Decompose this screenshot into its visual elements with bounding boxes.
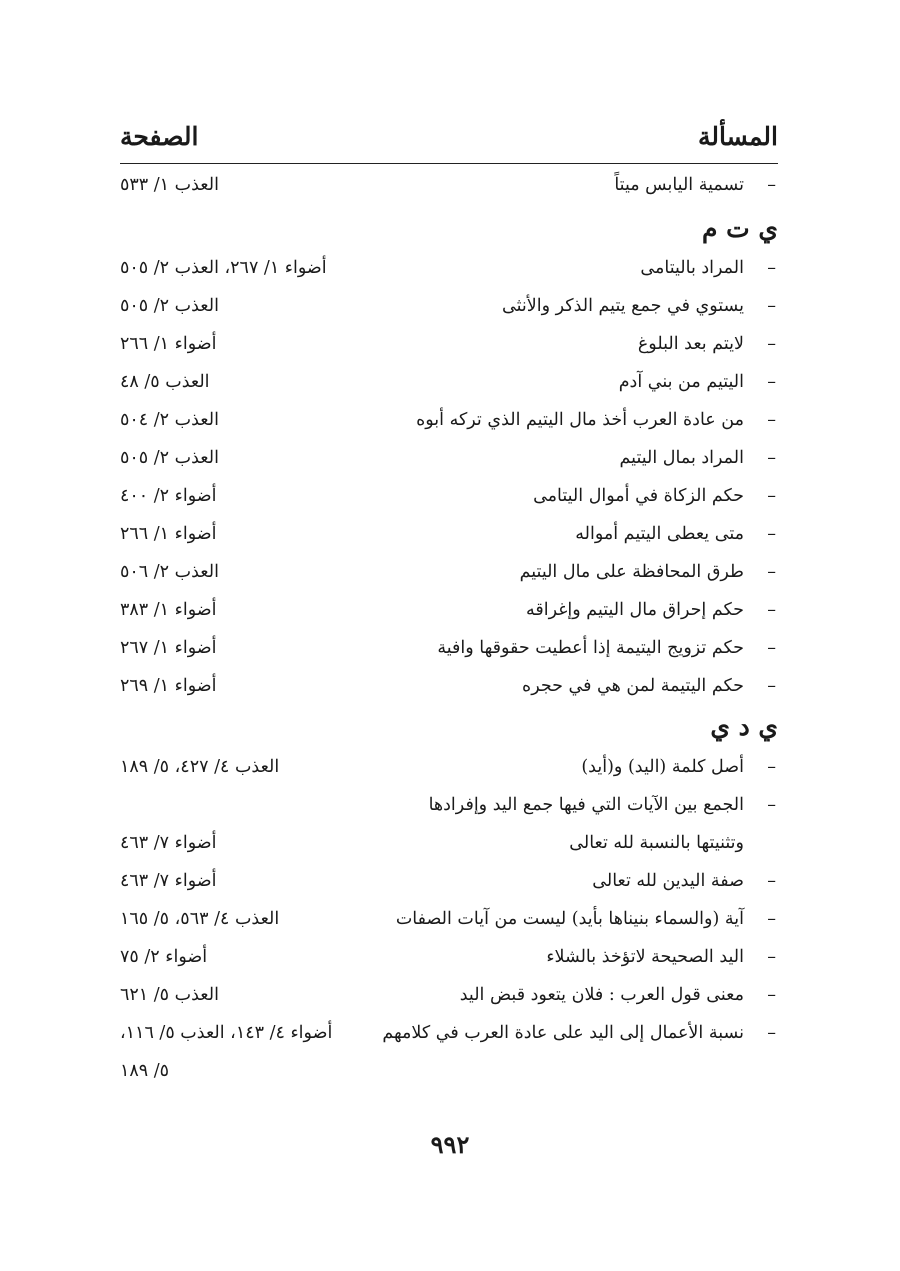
entry-dash: – — [767, 524, 776, 544]
entry-dash: – — [767, 372, 776, 392]
index-entry-continuation — [120, 1054, 778, 1088]
entry-text: يستوي في جمع يتيم الذكر والأنثى — [502, 296, 744, 316]
entry-text: حكم الزكاة في أموال اليتامى — [533, 486, 744, 506]
section-heading-ytm: ي ت م — [702, 214, 778, 243]
index-entry — [120, 978, 778, 1012]
entry-text: حكم تزويج اليتيمة إذا أعطيت حقوقها وافية — [437, 638, 744, 658]
index-entry — [120, 403, 778, 437]
entry-dash: – — [767, 871, 776, 891]
entry-reference: أضواء ١/ ٢٦٧، العذب ٢/ ٥٠٥ — [120, 258, 327, 278]
section-heading-ydy: ي د ي — [710, 712, 778, 741]
entry-text: من عادة العرب أخذ مال اليتيم الذي تركه أبوه — [416, 410, 744, 430]
entry-reference: العذب ٢/ ٥٠٦ — [120, 562, 219, 582]
entry-text: أصل كلمة (اليد) و(أيد) — [581, 757, 744, 777]
entry-reference: أضواء ٧/ ٤٦٣ — [120, 833, 217, 853]
header-rule — [120, 163, 778, 164]
entry-reference: العذب ٢/ ٥٠٥ — [120, 448, 219, 468]
index-entry — [120, 750, 778, 784]
index-entry — [120, 555, 778, 589]
index-entry — [120, 289, 778, 323]
entry-reference: أضواء ٢/ ٧٥ — [120, 947, 208, 967]
index-entry — [120, 251, 778, 285]
entry-reference: أضواء ٤/ ١٤٣، العذب ٥/ ١١٦، — [120, 1023, 333, 1043]
entry-reference: العذب ٤/ ٥٦٣، ٥/ ١٦٥ — [120, 909, 280, 929]
index-entry — [120, 902, 778, 936]
index-entry — [120, 593, 778, 627]
entry-dash: – — [767, 334, 776, 354]
index-entry — [120, 940, 778, 974]
index-entry — [120, 441, 778, 475]
index-entry — [120, 327, 778, 361]
entry-text: تسمية اليابس ميتاً — [614, 175, 744, 195]
entry-text: معنى قول العرب : فلان يتعود قبض اليد — [459, 985, 744, 1005]
table-header — [120, 122, 778, 162]
entry-dash: – — [767, 448, 776, 468]
entry-text: اليد الصحيحة لاتؤخذ بالشلاء — [546, 947, 744, 967]
entry-text: نسبة الأعمال إلى اليد على عادة العرب في كلامهم — [382, 1023, 744, 1043]
entry-dash: – — [767, 676, 776, 696]
index-entry — [120, 365, 778, 399]
question-column-heading: المسألة — [698, 122, 778, 151]
index-entry-continuation — [120, 826, 778, 860]
index-entry — [120, 864, 778, 898]
page-number: ٩٩٢ — [430, 1130, 470, 1159]
page-column-heading: الصفحة — [120, 122, 199, 151]
entry-reference: أضواء ٧/ ٤٦٣ — [120, 871, 217, 891]
entry-dash: – — [767, 985, 776, 1005]
entry-dash: – — [767, 909, 776, 929]
entry-reference: أضواء ١/ ٢٦٧ — [120, 638, 217, 658]
entry-reference: العذب ٢/ ٥٠٥ — [120, 296, 219, 316]
entry-dash: – — [767, 947, 776, 967]
entry-text: حكم إحراق مال اليتيم وإغراقه — [526, 600, 744, 620]
entry-reference: العذب ٢/ ٥٠٤ — [120, 410, 219, 430]
entry-dash: – — [767, 638, 776, 658]
entry-dash: – — [767, 1023, 776, 1043]
entry-dash: – — [767, 795, 776, 815]
entry-reference: العذب ١/ ٥٣٣ — [120, 175, 219, 195]
entry-dash: – — [767, 258, 776, 278]
entry-text: اليتيم من بني آدم — [618, 372, 744, 392]
entry-text: حكم اليتيمة لمن هي في حجره — [522, 676, 744, 696]
entry-reference-continuation: ٥/ ١٨٩ — [120, 1061, 170, 1081]
entry-text: طرق المحافظة على مال اليتيم — [519, 562, 744, 582]
entry-text: متى يعطى اليتيم أمواله — [575, 524, 744, 544]
index-entry — [120, 788, 778, 822]
entry-dash: – — [767, 562, 776, 582]
entry-reference: أضواء ٢/ ٤٠٠ — [120, 486, 217, 506]
entry-dash: – — [767, 486, 776, 506]
entry-reference: أضواء ١/ ٢٦٩ — [120, 676, 217, 696]
index-entry — [120, 168, 778, 202]
entry-reference: العذب ٥/ ٦٢١ — [120, 985, 219, 1005]
entry-text: وتثنيتها بالنسبة لله تعالى — [569, 833, 744, 853]
entry-text: آية (والسماء بنيناها بأيد) ليست من آيات الصفات — [395, 909, 744, 929]
entry-text: لايتم بعد البلوغ — [637, 334, 744, 354]
entry-reference: أضواء ١/ ٣٨٣ — [120, 600, 217, 620]
entry-dash: – — [767, 175, 776, 195]
entry-reference: أضواء ١/ ٢٦٦ — [120, 524, 217, 544]
index-entry — [120, 1016, 778, 1050]
entry-reference: أضواء ١/ ٢٦٦ — [120, 334, 217, 354]
entry-dash: – — [767, 600, 776, 620]
index-entry — [120, 669, 778, 703]
entry-reference: العذب ٥/ ٤٨ — [120, 372, 210, 392]
entry-dash: – — [767, 296, 776, 316]
entry-text: المراد بمال اليتيم — [619, 448, 744, 468]
index-entry — [120, 517, 778, 551]
index-entry — [120, 479, 778, 513]
entry-text: الجمع بين الآيات التي فيها جمع اليد وإفرادها — [428, 795, 744, 815]
entry-dash: – — [767, 757, 776, 777]
entry-text: المراد باليتامى — [640, 258, 744, 278]
entry-text: صفة اليدين لله تعالى — [592, 871, 744, 891]
entry-dash: – — [767, 410, 776, 430]
index-entry — [120, 631, 778, 665]
entry-reference: العذب ٤/ ٤٢٧، ٥/ ١٨٩ — [120, 757, 280, 777]
